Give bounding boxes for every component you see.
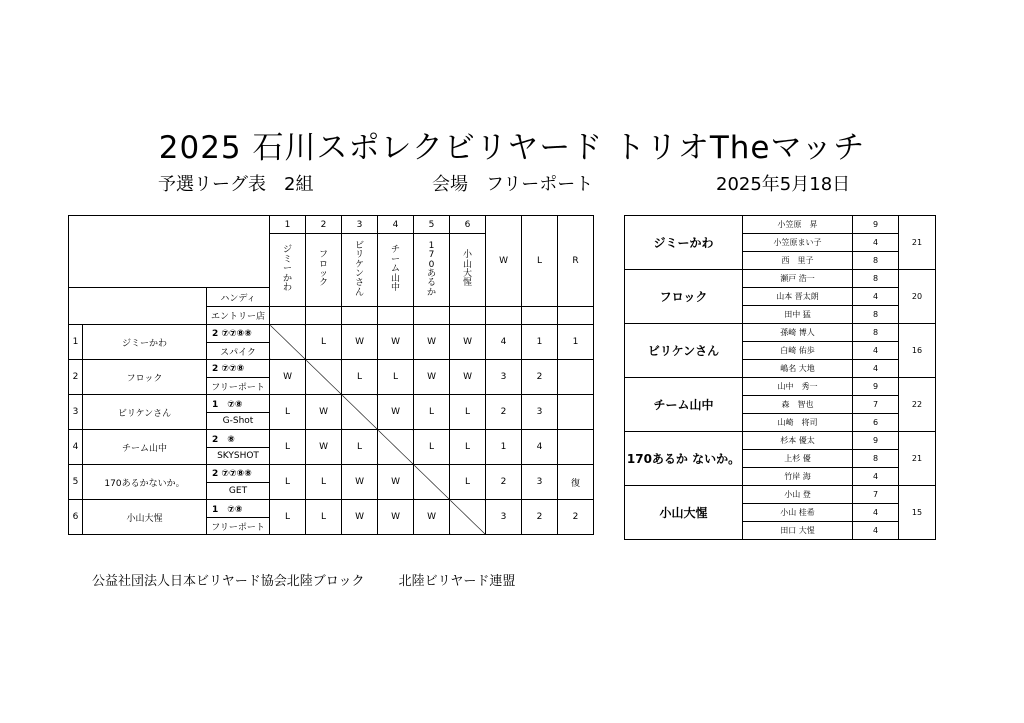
team-losses: 1 <box>522 325 558 360</box>
col-team-name-char: 大 <box>463 269 473 279</box>
team-total: 20 <box>899 270 936 324</box>
player-name: 瀬戸 浩一 <box>743 270 853 288</box>
col-team-name <box>378 234 414 307</box>
match-result: L <box>342 360 378 395</box>
page-title: 2025 石川スポレクビリヤード トリオTheマッチ <box>158 130 866 166</box>
member-team-name: チーム山中 <box>625 378 743 432</box>
match-result: W <box>450 325 486 360</box>
team-shop: G-Shot <box>207 413 270 430</box>
match-result: L <box>270 395 306 430</box>
player-points: 4 <box>853 288 899 306</box>
player-points: 4 <box>853 522 899 540</box>
col-team-name-char: 1 <box>428 240 435 251</box>
match-result: W <box>342 465 378 500</box>
team-total: 22 <box>899 378 936 432</box>
team-name: 170あるかないか。 <box>83 465 207 500</box>
header-spacer-cell <box>414 307 450 325</box>
match-result: L <box>306 465 342 500</box>
header-blank <box>69 216 270 288</box>
player-points: 6 <box>853 414 899 432</box>
col-team-name-char: ビ <box>355 240 365 251</box>
match-result <box>378 430 414 465</box>
team-wins: 1 <box>486 430 522 465</box>
player-name: 小山 登 <box>743 486 853 504</box>
col-team-name-char: 小 <box>463 250 473 261</box>
match-result: L <box>306 500 342 535</box>
player-points: 8 <box>853 270 899 288</box>
match-result: L <box>342 430 378 465</box>
team-wins: 4 <box>486 325 522 360</box>
player-name: 白崎 佑歩 <box>743 342 853 360</box>
match-result: W <box>414 360 450 395</box>
player-name: 山中 秀一 <box>743 378 853 396</box>
player-name: 小笠原まい子 <box>743 234 853 252</box>
member-row <box>625 270 936 288</box>
player-name: 孫崎 博人 <box>743 324 853 342</box>
team-name: チーム山中 <box>83 430 207 465</box>
table-row <box>69 500 594 518</box>
team-wins: 3 <box>486 500 522 535</box>
team-rank: 復 <box>558 465 594 500</box>
team-losses: 3 <box>522 395 558 430</box>
match-result: W <box>378 325 414 360</box>
team-wins: 2 <box>486 395 522 430</box>
player-points: 9 <box>853 432 899 450</box>
match-result: W <box>342 325 378 360</box>
col-team-name-char: ム <box>391 264 401 275</box>
match-result: W <box>414 500 450 535</box>
member-team-name: ビリケンさん <box>625 324 743 378</box>
player-points: 7 <box>853 486 899 504</box>
team-handicap: 2 ⑦⑦⑧⑧ <box>207 465 270 483</box>
col-team-name-char: わ <box>283 283 293 294</box>
team-wins: 3 <box>486 360 522 395</box>
match-result: L <box>270 465 306 500</box>
member-row <box>625 324 936 342</box>
player-points: 8 <box>853 324 899 342</box>
footer <box>92 570 545 589</box>
player-points: 9 <box>853 378 899 396</box>
member-row <box>625 432 936 450</box>
team-rank: 2 <box>558 500 594 535</box>
team-no: 6 <box>69 500 83 535</box>
team-no: 1 <box>69 325 83 360</box>
col-team-name-char: 7 <box>428 250 435 261</box>
team-no: 4 <box>69 430 83 465</box>
table-row <box>69 430 594 448</box>
team-handicap: 2 ⑧ <box>207 430 270 448</box>
header-spacer <box>69 288 207 307</box>
table-row <box>69 325 594 343</box>
col-number: 5 <box>414 216 450 234</box>
player-name: 田中 猛 <box>743 306 853 324</box>
team-shop: SKYSHOT <box>207 448 270 465</box>
team-rank <box>558 395 594 430</box>
team-rank: 1 <box>558 325 594 360</box>
team-total: 16 <box>899 324 936 378</box>
player-points: 4 <box>853 342 899 360</box>
date-label: 2025年5月18日 <box>716 174 851 195</box>
team-name: ビリケンさん <box>83 395 207 430</box>
match-result: L <box>378 360 414 395</box>
team-no: 3 <box>69 395 83 430</box>
player-name: 西 里子 <box>743 252 853 270</box>
player-name: 小山 桂希 <box>743 504 853 522</box>
team-losses: 3 <box>522 465 558 500</box>
col-team-name <box>414 234 450 307</box>
header-spacer-cell <box>522 307 558 325</box>
table-row <box>69 465 594 483</box>
col-team-name-char: あ <box>427 269 437 279</box>
member-team-name: 小山大惺 <box>625 486 743 540</box>
player-points: 4 <box>853 360 899 378</box>
team-rank <box>558 430 594 465</box>
player-name: 嶋名 大地 <box>743 360 853 378</box>
header-spacer-cell <box>270 307 306 325</box>
col-team-name <box>342 234 378 307</box>
col-team-name-char: 惺 <box>463 278 473 289</box>
player-points: 4 <box>853 234 899 252</box>
col-number: 1 <box>270 216 306 234</box>
col-team-name-char: ー <box>391 254 401 265</box>
player-name: 小笠原 昇 <box>743 216 853 234</box>
player-name: 上杉 優 <box>743 450 853 468</box>
match-result: W <box>414 325 450 360</box>
match-result: W <box>306 430 342 465</box>
player-name: 田口 大惺 <box>743 522 853 540</box>
team-total: 15 <box>899 486 936 540</box>
player-points: 8 <box>853 306 899 324</box>
header-spacer-cell <box>558 307 594 325</box>
team-shop: フリーポート <box>207 518 270 535</box>
col-team-name <box>270 234 306 307</box>
header-spacer-cell <box>378 307 414 325</box>
col-team-name <box>306 234 342 307</box>
header-spacer <box>69 307 207 325</box>
player-name: 杉本 優太 <box>743 432 853 450</box>
col-number: 6 <box>450 216 486 234</box>
league-label: 予選リーグ表 2組 <box>158 174 314 195</box>
header-spacer-cell <box>342 307 378 325</box>
match-result: W <box>378 465 414 500</box>
player-points: 4 <box>853 504 899 522</box>
match-result: L <box>450 395 486 430</box>
col-team-name-char: か <box>283 273 293 284</box>
team-name: 小山大惺 <box>83 500 207 535</box>
table-row <box>69 360 594 378</box>
col-team-name-char: さ <box>355 278 365 289</box>
col-number: 2 <box>306 216 342 234</box>
player-points: 7 <box>853 396 899 414</box>
col-w-header: W <box>486 216 522 307</box>
match-result: L <box>414 430 450 465</box>
col-team-name-char: ン <box>355 269 365 279</box>
team-no: 2 <box>69 360 83 395</box>
team-losses: 2 <box>522 360 558 395</box>
col-team-name-char: ジ <box>283 245 293 256</box>
match-result <box>306 360 342 395</box>
col-r-header: R <box>558 216 594 307</box>
match-result: W <box>450 360 486 395</box>
match-result: L <box>450 430 486 465</box>
col-team-name-char: ー <box>283 264 293 275</box>
team-handicap: 2 ⑦⑦⑧ <box>207 360 270 378</box>
team-handicap: 2 ⑦⑦⑧⑧ <box>207 325 270 343</box>
player-name: 森 智也 <box>743 396 853 414</box>
member-team-name: フロック <box>625 270 743 324</box>
team-handicap: 1 ⑦⑧ <box>207 395 270 413</box>
col-number: 4 <box>378 216 414 234</box>
col-team-name-char: ロ <box>319 259 329 270</box>
player-name: 山崎 将司 <box>743 414 853 432</box>
team-shop: GET <box>207 483 270 500</box>
match-result: W <box>378 500 414 535</box>
match-result: L <box>450 465 486 500</box>
col-team-name-char: ケ <box>355 259 365 270</box>
player-name: 竹岸 海 <box>743 468 853 486</box>
col-team-name <box>450 234 486 307</box>
team-handicap: 1 ⑦⑧ <box>207 500 270 518</box>
col-team-name-char: フ <box>319 250 329 261</box>
team-shop: フリーポート <box>207 378 270 395</box>
table-row <box>69 395 594 413</box>
team-losses: 4 <box>522 430 558 465</box>
match-result <box>270 325 306 360</box>
player-name: 山本 晋太朗 <box>743 288 853 306</box>
header-spacer-cell <box>306 307 342 325</box>
header-spacer-cell <box>450 307 486 325</box>
header-spacer-cell <box>486 307 522 325</box>
shop-label: エントリー店 <box>207 307 270 325</box>
league-table <box>68 215 594 535</box>
match-result: W <box>306 395 342 430</box>
col-team-name-char: か <box>427 287 437 298</box>
match-result <box>414 465 450 500</box>
match-result: L <box>270 430 306 465</box>
match-result: W <box>342 500 378 535</box>
col-team-name-char: ん <box>355 287 365 298</box>
team-losses: 2 <box>522 500 558 535</box>
footer-org-jba: 公益社団法人日本ビリヤード協会北陸ブロック <box>92 574 365 589</box>
footer-org-hokuriku: 北陸ビリヤード連盟 <box>398 574 516 589</box>
col-team-name-char: ミ <box>283 254 293 265</box>
player-points: 4 <box>853 468 899 486</box>
team-total: 21 <box>899 432 936 486</box>
team-shop: スパイク <box>207 343 270 360</box>
match-result <box>342 395 378 430</box>
col-team-name-char: 山 <box>463 259 473 270</box>
team-name: ジミーかわ <box>83 325 207 360</box>
match-result: W <box>270 360 306 395</box>
match-result: W <box>378 395 414 430</box>
col-number: 3 <box>342 216 378 234</box>
member-team-name: 170あるか ないか。 <box>625 432 743 486</box>
match-result <box>450 500 486 535</box>
venue-label: 会場 フリーポート <box>432 174 594 195</box>
member-row <box>625 216 936 234</box>
col-team-name-char: 中 <box>391 283 401 294</box>
member-table <box>624 215 936 540</box>
col-l-header: L <box>522 216 558 307</box>
team-no: 5 <box>69 465 83 500</box>
match-result: L <box>414 395 450 430</box>
team-total: 21 <box>899 216 936 270</box>
player-points: 8 <box>853 450 899 468</box>
handi-label: ハンディ <box>207 288 270 307</box>
col-team-name-char: 0 <box>428 259 435 270</box>
player-points: 9 <box>853 216 899 234</box>
col-team-name-char: ク <box>319 278 329 289</box>
col-team-name-char: ッ <box>319 269 329 279</box>
match-result: L <box>306 325 342 360</box>
team-rank <box>558 360 594 395</box>
team-name: フロック <box>83 360 207 395</box>
match-result: L <box>270 500 306 535</box>
member-team-name: ジミーかわ <box>625 216 743 270</box>
col-team-name-char: チ <box>391 245 401 256</box>
player-points: 8 <box>853 252 899 270</box>
col-team-name-char: リ <box>355 250 365 261</box>
team-wins: 2 <box>486 465 522 500</box>
col-team-name-char: る <box>427 278 437 289</box>
member-row <box>625 486 936 504</box>
member-row <box>625 378 936 396</box>
col-team-name-char: 山 <box>391 273 401 284</box>
